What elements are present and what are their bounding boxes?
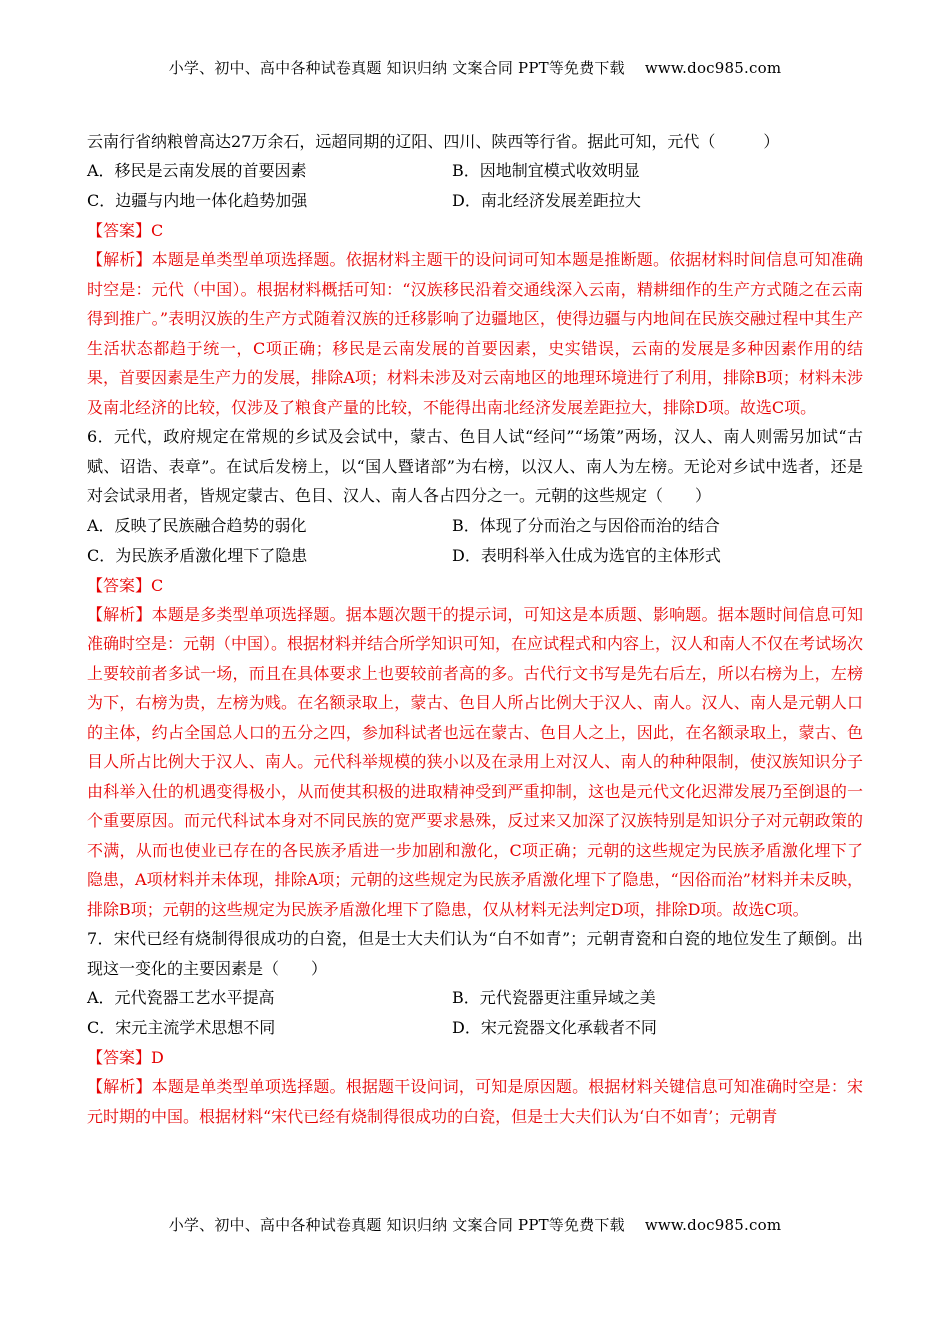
q5-options-row-1 <box>87 156 863 186</box>
q7-options-row-2 <box>87 1013 863 1043</box>
footer-text: 小学、初中、高中各种试卷真题 知识归纳 文案合同 PPT等免费下载 <box>168 1216 625 1234</box>
q6-option-c: C．为民族矛盾激化埋下了隐患 <box>87 545 308 565</box>
q5-options-row-2 <box>87 186 863 216</box>
q5-option-b: B．因地制宜模式收效明显 <box>452 161 640 180</box>
q6-option-a: A．反映了民族融合趋势的弱化 <box>87 515 307 535</box>
q5-stem-tail: 云南行省纳粮曾高达27万余石，远超同期的辽阳、四川、陕西等行省。据此可知，元代（ ） <box>87 132 780 151</box>
q5-analysis: 【解析】本题是单类型单项选择题。依据材料主题干的设问词可知本题是推断题。依据材料时间信息可知准确时空是：元代（中国）。根据材料概括可知：“汉族移民沿着交通线深入云南，精耕细作的生产方式随之在云南得到推广。”表明汉族的生产方式随着汉族的迁移影响了边疆地区，使得边疆与内地间在民族交融过程中其生产生活状态都趋于统一，C项正确；移民是云南发展的首要因素，史实错误，云南的发展是多种因素作用的结果，首要因素是生产力的发展，排除A项；材料未涉及对云南地区的地理环境进行了利用，排除B项；材料未涉及南北经济的比较，仅涉及了粮食产量的比较，不能得出南北经济发展差距拉大，排除D项。故选C项。 <box>87 250 863 417</box>
q6-option-d: D．表明科举入仕成为选官的主体形式 <box>452 545 721 565</box>
header-text: 小学、初中、高中各种试卷真题 知识归纳 文案合同 PPT等免费下载 <box>168 59 625 77</box>
page-footer <box>0 1214 950 1235</box>
q5-answer: 【答案】C <box>87 221 164 240</box>
q6-analysis: 【解析】本题是多类型单项选择题。据本题次题干的提示词，可知这是本质题、影响题。据本题时间信息可知准确时空是：元朝（中国）。根据材料并结合所学知识可知，在应试程式和内容上，汉人和南人不仅在考试场次上要较前者多试一场，而且在具体要求上也要较前者高的多。古代行文书写是先右后左，所以右榜为上，左榜为下，右榜为贵，左榜为贱。在名额录取上，蒙古、色目人所占比例大于汉人、南人。汉人、南人是元朝人口的主体，约占全国总人口的五分之四，参加科试者也远在蒙古、色目人之上，因此，在名额录取上，蒙古、色目人所占比例大于汉人、南人。元代科举规模的狭小以及在录用上对汉人、南人的种种限制，使汉族知识分子由科举入仕的机遇变得极小，从而使其积极的进取精神受到严重抑制，这也是元代文化迟滞发展乃至倒退的一个重要原因。而元代科试本身对不同民族的宽严要求悬殊，反过来又加深了汉族特别是知识分子对元朝政策的不满，从而也使业已存在的各民族矛盾进一步加剧和激化，C项正确；元朝的这些规定为民族矛盾激化埋下了隐患，A项材料并未体现，排除A项；元朝的这些规定为民族矛盾激化埋下了隐患，“因俗而治”材料并未反映，排除B项；元朝的这些规定为民族矛盾激化埋下了隐患，仅从材料无法判定D项，排除D项。故选C项。 <box>87 604 864 919</box>
q7-option-a: A．元代瓷器工艺水平提高 <box>87 988 275 1007</box>
q6-stem: 6．元代，政府规定在常规的乡试及会试中，蒙古、色目人试“经问”“场策”两场，汉人、南人则需另加试“古赋、诏诰、表章”。在试后发榜上，以“国人暨诸部”为右榜，以汉人、南人为左榜。无论对乡试中选者，还是对会试录用者，皆规定蒙古、色目、汉人、南人各占四分之一。元朝的这些规定（ ） <box>87 427 863 505</box>
q6-answer: 【答案】C <box>87 575 164 595</box>
q6-options-row-1 <box>87 511 863 541</box>
q7-answer: 【答案】D <box>87 1048 164 1067</box>
q7-analysis: 【解析】本题是单类型单项选择题。根据题干设问词，可知是原因题。根据材料关键信息可知准确时空是：宋元时期的中国。根据材料“宋代已经有烧制得很成功的白瓷，但是士大夫们认为‘白不如青’；元朝青 <box>87 1077 863 1126</box>
q7-option-c: C．宋元主流学术思想不同 <box>87 1018 276 1037</box>
q7-option-b: B．元代瓷器更注重异域之美 <box>452 988 656 1007</box>
page-content <box>87 127 863 1131</box>
q5-option-a: A．移民是云南发展的首要因素 <box>87 161 307 180</box>
q7-stem: 7．宋代已经有烧制得很成功的白瓷，但是士大夫们认为“白不如青”；元朝青瓷和白瓷的地位发生了颠倒。出现这一变化的主要因素是（ ） <box>87 929 863 978</box>
q5-option-d: D．南北经济发展差距拉大 <box>452 191 641 210</box>
page-header <box>0 57 950 78</box>
q5-option-c: C．边疆与内地一体化趋势加强 <box>87 191 308 210</box>
q6-options-row-2 <box>87 541 863 571</box>
q7-option-d: D．宋元瓷器文化承载者不同 <box>452 1018 657 1037</box>
footer-site[interactable]: www.doc985.com <box>644 1216 782 1234</box>
q6-option-b: B．体现了分而治之与因俗而治的结合 <box>452 515 720 535</box>
header-site[interactable]: www.doc985.com <box>644 59 782 77</box>
q7-options-row-1 <box>87 983 863 1013</box>
